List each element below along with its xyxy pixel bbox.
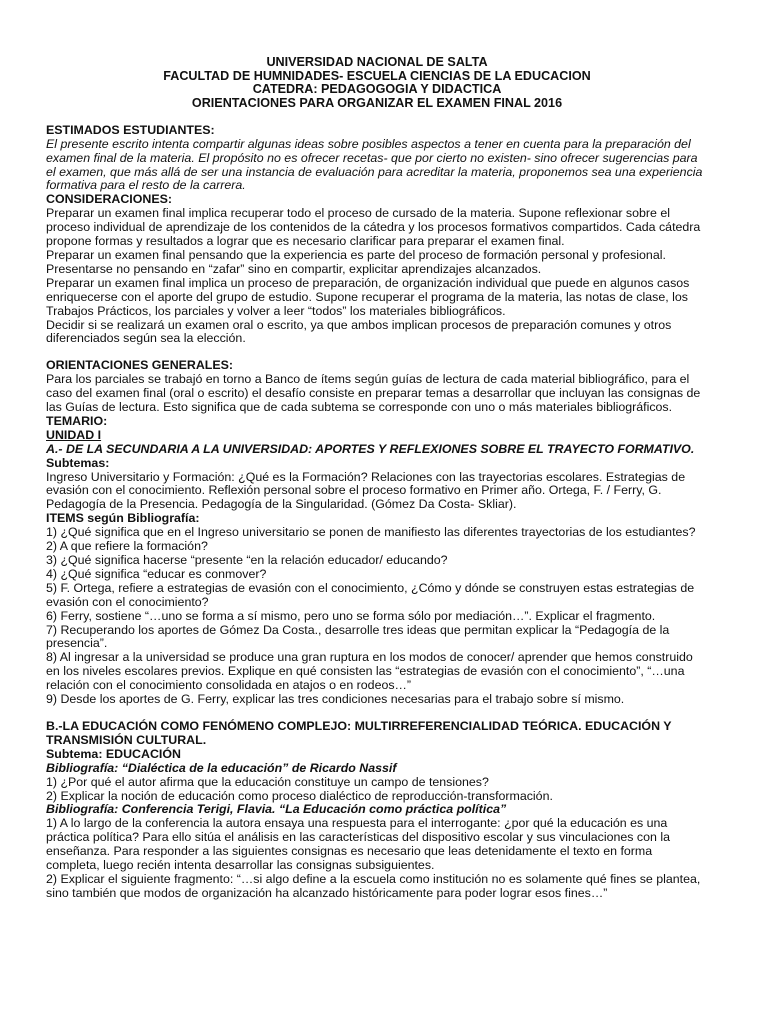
list-item: 5) F. Ortega, refiere a estrategias de evasión con el conocimiento, ¿Cómo y dónde se construyen estas estrategias de evasión con el conocimiento?: [46, 580, 695, 609]
bibliography-terigi: Bibliografía: Conferencia Terigi, Flavia. “La Educación como práctica política”: [46, 802, 507, 817]
subtema-b-heading: Subtema: EDUCACIÓN: [46, 746, 181, 761]
list-item: 7) Recuperando los aportes de Gómez Da Costa., desarrolle tres ideas que permitan explicar la “Pedagogía de la presencia”.: [46, 622, 670, 651]
consideraciones-p4: Decidir si se realizará un examen oral o escrito, ya que ambos implican procesos de preparación comunes y otros diferenciados según sea la elección.: [46, 317, 672, 346]
list-item: 1) ¿Qué significa que en el Ingreso universitario se ponen de manifiesto las diferentes trayectorias de los estudiantes?: [46, 525, 696, 540]
section-b-heading: B.-LA EDUCACIÓN COMO FENÓMENO COMPLEJO: MULTIRREFERENCIALIDAD TEÓRICA. EDUCACIÓN Y TRANSMISIÓN CULTURAL.: [46, 718, 672, 747]
estimados-text: El presente escrito intenta compartir algunas ideas sobre posibles aspectos a tener en cuenta para la preparación del examen final de la materia. El propósito no es ofrecer recetas- que por cierto no existen- sino ofrecer sugerencias para el examen, que más allá de ser una instancia de evaluación para acreditar la materia, proponemos sea una experiencia formativa para el resto de la carrera.: [46, 136, 703, 193]
chair-name: CATEDRA: PEDAGOGOGIA Y DIDACTICA: [252, 82, 502, 97]
list-item: 9) Desde los aportes de G. Ferry, explicar las tres condiciones necesarias para el trabajo sobre sí mismo.: [46, 692, 625, 707]
estimados-heading: ESTIMADOS ESTUDIANTES:: [46, 122, 215, 137]
university-name: UNIVERSIDAD NACIONAL DE SALTA: [266, 55, 488, 69]
consideraciones-p2: Preparar un examen final pensando que la experiencia es parte del proceso de formación personal y profesional. Presentarse no pensando en “zafar” sino en compartir, explicitar aprendizajes alcanzados.: [46, 247, 666, 276]
subtemas-heading: Subtemas:: [46, 455, 110, 470]
list-item: 8) Al ingresar a la universidad se produce una gran ruptura en los modos de conocer/ aprender que hemos construido en los niveles escolares previos. Explique en qué consisten las “estrategias de evasión con el conocimiento”, “…una relación con el conocimiento consolidada en atajos o en rodeos…”: [46, 650, 693, 693]
list-item: 2) Explicar la noción de educación como proceso dialéctico de reproducción-transformación.: [46, 788, 553, 803]
list-item: 1) ¿Por qué el autor afirma que la educación constituye un campo de tensiones?: [46, 774, 489, 789]
subtemas-text: Ingreso Universitario y Formación: ¿Qué es la Formación? Relaciones con las trayectorias escolares. Estrategias de evasión con el conocimiento. Reflexión personal sobre el proceso formativo en Primer año. Ortega, F. / Ferry, G. Pedagogía de la Presencia. Pedagogía de la Singularidad. (Gómez Da Costa- Skliar).: [46, 469, 686, 512]
orientaciones-heading: ORIENTACIONES GENERALES:: [46, 358, 234, 373]
list-item: 4) ¿Qué significa “educar es conmover?: [46, 566, 267, 581]
orientaciones-text: Para los parciales se trabajó en torno a Banco de ítems según guías de lectura de cada material bibliográfico, para el caso del examen final (oral o escrito) el desafío consiste en preparar temas a desarrollar que incluyan las consignas de las Guías de lectura. Esto significa que de cada subtema se corresponde con uno o más materiales bibliográficos.: [46, 372, 701, 415]
document-title: ORIENTACIONES PARA ORGANIZAR EL EXAMEN FINAL 2016: [191, 96, 563, 111]
bibliography-nassif: Bibliografía: “Dialéctica de la educación” de Ricardo Nassif: [46, 760, 397, 775]
unidad-heading: UNIDAD I: [46, 427, 102, 442]
consideraciones-heading: CONSIDERACIONES:: [46, 192, 172, 207]
items-heading: ITEMS según Bibliografía:: [46, 511, 200, 526]
list-item: 3) ¿Qué significa hacerse “presente “en la relación educador/ educando?: [46, 553, 448, 567]
section-a-heading: A.- DE LA SECUNDARIA A LA UNIVERSIDAD: APORTES Y REFLEXIONES SOBRE EL TRAYECTO FORMATIVO.: [46, 441, 695, 456]
list-item: 2) A que refiere la formación?: [46, 539, 208, 554]
consideraciones-p3: Preparar un examen final implica un proceso de preparación, de organización individual que puede en algunos casos enriquecerse con el aporte del grupo de estudio. Supone recuperar el programa de la materia, las notas de clase, los Trabajos Prácticos, los parciales y volver a leer “todos” los materiales bibliográficos.: [46, 275, 690, 318]
temario-heading: TEMARIO:: [46, 413, 108, 428]
list-item: 2) Explicar el siguiente fragmento: “…si algo define a la escuela como institución no es solamente qué fines se plantea, sino también que modos de organización ha alcanzado históricamente para poder lograr esos fines…”: [46, 871, 701, 900]
faculty-name: FACULTAD DE HUMNIDADES- ESCUELA CIENCIAS DE LA EDUCACION: [163, 68, 591, 83]
consideraciones-p1: Preparar un examen final implica recuperar todo el proceso de cursado de la materia. Supone reflexionar sobre el proceso individual de aprendizaje de los contenidos de la cátedra y los procesos formativos compartidos. Cada cátedra propone formas y resultados a lograr que es necesario clarificar para preparar el examen final.: [46, 206, 701, 249]
list-item: 6) Ferry, sostiene “…uno se forma a sí mismo, pero uno se forma sólo por mediación…”. Explicar el fragmento.: [46, 608, 656, 623]
list-item: 1) A lo largo de la conferencia la autora ensaya una respuesta para el interrogante: ¿por qué la educación es una práctica política? Para ello sitúa el análisis en las características del dispositivo escolar y sus vinculaciones con la enseñanza. Para responder a las siguientes consignas es necesario que leas detenidamente el texto en forma completa, luego recién intenta desarrollar las consignas subsiguientes.: [46, 816, 670, 873]
document-header: [46, 56, 708, 111]
